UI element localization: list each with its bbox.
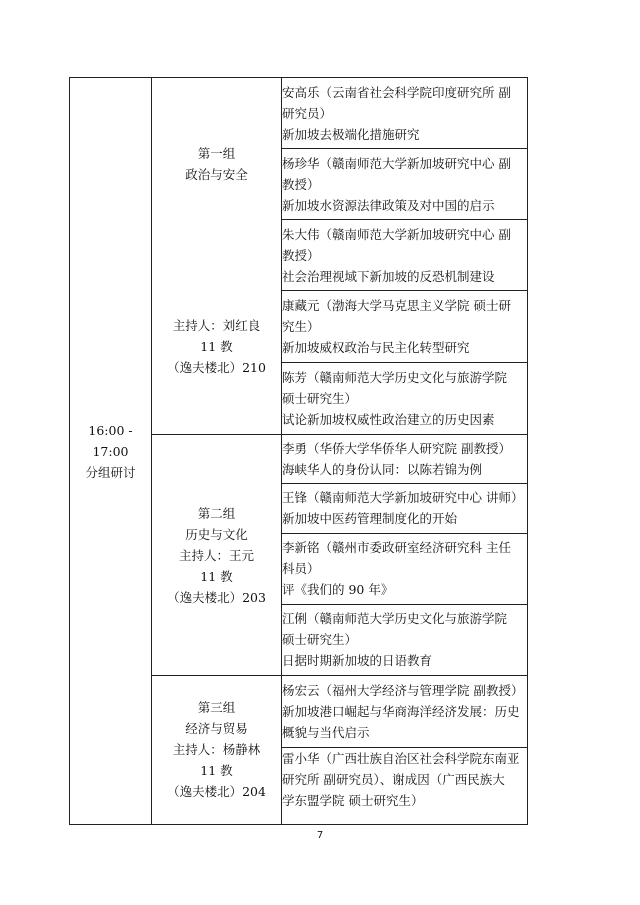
paper-title: 评《我们的 90 年》 — [282, 582, 394, 598]
group-1-heading — [152, 143, 281, 185]
presenter: 杨宏云（福州大学经济与管理学院 副教授） — [282, 682, 524, 698]
group-3-name: 第三组 — [197, 700, 236, 716]
schedule-table — [69, 77, 528, 825]
group-1-host: 主持人：刘红良 — [172, 318, 261, 333]
group-2-cell — [152, 435, 282, 675]
paper-title: 新加坡港口崛起与华商海洋经济发展：历史 — [282, 703, 520, 719]
presenter: 李新铭（赣州市委政研室经济研究科 主任 — [282, 540, 511, 556]
presenter-cont: 硕士研究生） — [282, 632, 358, 648]
group-1-room-number: 11 教 — [200, 339, 233, 354]
presenter: 康藏元（渤海大学马克思主义学院 硕士研 — [282, 298, 511, 314]
presentation-entry — [282, 291, 528, 363]
session-time-cell — [70, 78, 152, 825]
time-end: 17:00 — [92, 443, 129, 459]
group-3-room-building: （逸夫楼北）204 — [167, 784, 266, 800]
group-3-topic: 经济与贸易 — [185, 721, 248, 737]
presenter: 李勇（华侨大学华侨华人研究院 副教授） — [282, 441, 511, 456]
group-2-name: 第二组 — [197, 505, 236, 521]
paper-title: 日据时期新加坡的日语教育 — [282, 653, 433, 669]
presentation-entry — [282, 363, 528, 435]
presenter-cont: 科员） — [282, 561, 320, 577]
presenter: 江俐（赣南师范大学历史文化与旅游学院 — [282, 611, 508, 627]
group-1-room-building: （逸夫楼北）210 — [167, 360, 266, 375]
group-2-host: 主持人：王元 — [178, 547, 254, 563]
group-2-room-number: 11 教 — [200, 568, 233, 584]
presenter: 杨珍华（赣南师范大学新加坡研究中心 副 — [282, 155, 511, 171]
paper-title-cont: 概貌与当代启示 — [282, 724, 370, 740]
presentation-entry — [282, 604, 528, 675]
group-1-cell — [152, 78, 282, 435]
paper-title: 新加坡水资源法律政策及对中国的启示 — [282, 197, 495, 213]
paper-title: 试论新加坡权威性政治建立的历史因素 — [282, 412, 495, 428]
presenter-cont: 研究员） — [282, 105, 333, 121]
group-1-host-info — [152, 315, 281, 378]
presentation-entry — [282, 149, 528, 220]
presentation-entry — [282, 78, 528, 149]
presentation-entry — [282, 483, 528, 533]
presentation-entry — [282, 747, 528, 824]
paper-title: 新加坡去极端化措施研究 — [282, 126, 420, 142]
page-number: 7 — [316, 830, 324, 841]
group-3-host: 主持人：杨静林 — [172, 742, 261, 758]
presenter: 王锋（赣南师范大学新加坡研究中心 讲师） — [282, 490, 524, 506]
session-label: 分组研讨 — [85, 464, 136, 480]
presenter: 朱大伟（赣南师范大学新加坡研究中心 副 — [282, 226, 511, 242]
presenter-cont: 学东盟学院 硕士研究生） — [282, 792, 424, 808]
presenter-cont: 硕士研究生） — [282, 391, 358, 407]
paper-title: 新加坡威权政治与民主化转型研究 — [282, 340, 470, 356]
presentation-entry — [282, 675, 528, 747]
paper-title: 社会治理视域下新加坡的反恐机制建设 — [282, 268, 495, 284]
presenter: 陈芳（赣南师范大学历史文化与旅游学院 — [282, 370, 508, 386]
presentation-entry — [282, 435, 528, 483]
presenter-cont: 教授） — [282, 176, 320, 192]
presenter: 雷小华（广西壮族自治区社会科学院东南亚 — [282, 750, 520, 766]
time-start: 16:00 - — [88, 422, 133, 438]
paper-title: 海峡华人的身份认同：以陈若锦为例 — [282, 462, 483, 477]
presenter-cont: 究生） — [282, 319, 320, 335]
presentation-entry — [282, 533, 528, 604]
group-2-info — [152, 503, 281, 608]
group-2-topic: 历史与文化 — [185, 526, 248, 542]
presenter-cont: 研究所 副研究员）、谢成因（广西民族大 — [282, 771, 505, 787]
presenter-cont: 教授） — [282, 247, 320, 263]
group-1-name: 第一组 — [197, 146, 236, 161]
group-3-info — [152, 697, 281, 802]
group-3-room-number: 11 教 — [200, 763, 233, 779]
group-2-room-building: （逸夫楼北）203 — [167, 589, 266, 605]
presentation-entry — [282, 220, 528, 291]
presenter: 安高乐（云南省社会科学院印度研究所 副 — [282, 84, 511, 100]
group-3-cell — [152, 675, 282, 824]
group-1-topic: 政治与安全 — [185, 167, 248, 182]
paper-title: 新加坡中医药管理制度化的开始 — [282, 511, 458, 527]
